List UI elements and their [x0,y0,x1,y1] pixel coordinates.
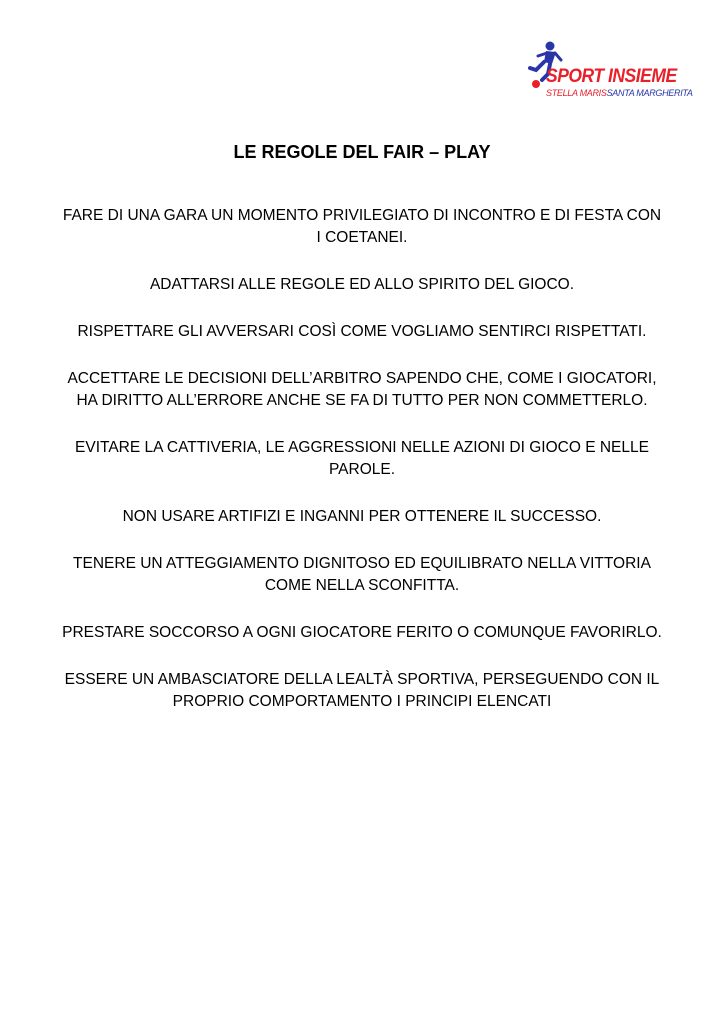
rule-item: ESSERE UN AMBASCIATORE DELLA LEALTÀ SPORTIVA, PERSEGUENDO CON IL PROPRIO COMPORTAMENTO I PRINCIPI ELENCATI [64,671,660,710]
rule-item: RISPETTARE GLI AVVERSARI COSÌ COME VOGLIAMO SENTIRCI RISPETTATI. [77,323,647,340]
logo-brand-text: SPORT INSIEME [546,66,677,87]
logo-subtitle [546,88,693,98]
rule-item: ADATTARSI ALLE REGOLE ED ALLO SPIRITO DEL GIOCO. [149,276,575,293]
logo-subtitle-santa-margherita: SANTA MARGHERITA [606,88,693,98]
page-title: LE REGOLE DEL FAIR – PLAY [233,142,491,162]
rule-item: ACCETTARE LE DECISIONI DELL’ARBITRO SAPENDO CHE, COME I GIOCATORI, HA DIRITTO ALL’ERRORE ANCHE SE FA DI TUTTO PER NON COMMETTERLO. [67,370,657,409]
rule-item: TENERE UN ATTEGGIAMENTO DIGNITOSO ED EQUILIBRATO NELLA VITTORIA COME NELLA SCONFITTA. [73,555,651,594]
rules-list [62,205,662,738]
rule-item: EVITARE LA CATTIVERIA, LE AGGRESSIONI NELLE AZIONI DI GIOCO E NELLE PAROLE. [75,439,649,478]
sport-insieme-logo [520,38,693,100]
logo-subtitle-stella-maris: STELLA MARIS [546,88,607,98]
rule-item: PRESTARE SOCCORSO A OGNI GIOCATORE FERITO O COMUNQUE FAVORIRLO. [62,624,662,641]
rule-item: NON USARE ARTIFIZI E INGANNI PER OTTENERE IL SUCCESSO. [122,508,602,525]
rule-item: FARE DI UNA GARA UN MOMENTO PRIVILEGIATO DI INCONTRO E DI FESTA CON I COETANEI. [62,207,662,246]
